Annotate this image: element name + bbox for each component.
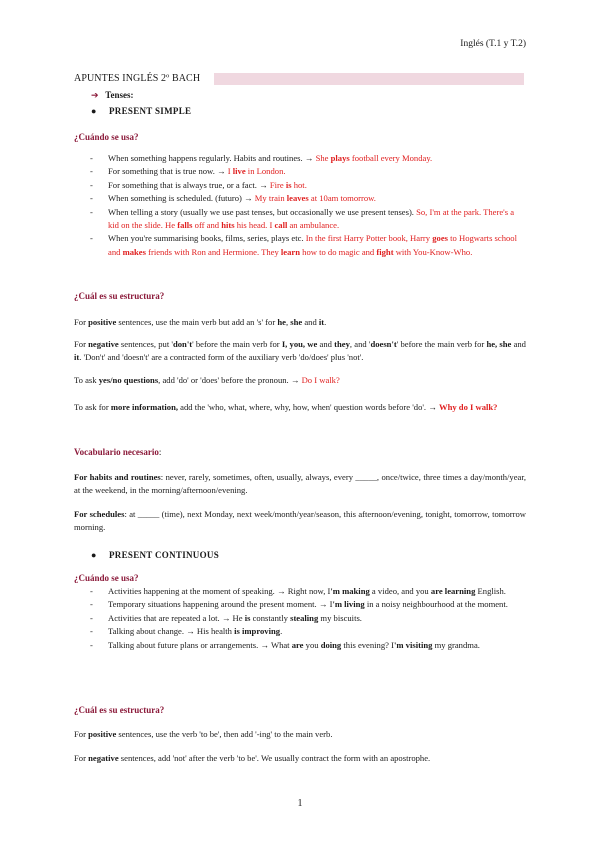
ps-info-question-paragraph: To ask for more information, add the 'who, what, where, why, how, when' question words before 'do'. → Why do I walk? [74, 402, 498, 412]
pc-structure-heading: ¿Cuál es su estructura? [74, 705, 165, 715]
ps-habits-paragraph: For habits and routines: never, rarely, sometimes, often, usually, always, every _____, once/twice, three times a day/month/year, at the weekend, in the morning/afternoon/evening. [74, 472, 526, 496]
pc-negative-paragraph: For negative sentences, add 'not' after the verb 'to be'. We usually contract the form with an apostrophe. [74, 753, 431, 763]
bullet-icon: ● [91, 550, 97, 560]
pc-when-heading: ¿Cuándo se usa? [74, 573, 139, 583]
ps-negative-paragraph: For negative sentences, put 'don't' before the main verb for I, you, we and they, and 'doesn't' before the main verb for he, she and it. 'Don't' and 'doesn't' are a contracted form of the auxiliary verb 'do/does' plus 'not'. [74, 339, 526, 363]
ps-when-heading: ¿Cuándo se usa? [74, 132, 139, 142]
list-item: - Activities that are repeated a lot. → He is constantly stealing my biscuits. [90, 612, 526, 625]
running-header: Inglés (T.1 y T.2) [460, 39, 526, 49]
title-highlight-bar [214, 73, 524, 85]
list-item: - For something that is true now. → I live in London. [90, 165, 526, 178]
ps-schedules-paragraph: For schedules: at _____ (time), next Monday, next week/month/year/season, this afternoon/evening, tonight, tomorrow, tomorrow morning. [74, 509, 526, 533]
list-item: - For something that is always true, or a fact. → Fire is hot. [90, 179, 526, 192]
bullet-icon: ● [91, 106, 97, 116]
list-item: - Activities happening at the moment of speaking. → Right now, I'm making a video, and you are learning English. [90, 585, 526, 598]
tenses-label: Tenses: [105, 90, 134, 100]
pc-uses-list [90, 585, 526, 652]
list-item: - Talking about future plans or arrangements. → What are you doing this evening? I'm visiting my grandma. [90, 639, 526, 652]
list-item: - When you're summarising books, films, series, plays etc. In the first Harry Potter book, Harry goes to Hogwarts school and makes friends with Ron and Hermione. They learn how to do magic and fight with You-Know-Who. [90, 232, 526, 259]
ps-uses-list [90, 152, 526, 259]
arrow-right-icon: ➔ [91, 90, 99, 100]
document-title: APUNTES INGLÉS 2º BACH [74, 73, 201, 84]
title-row [74, 72, 524, 86]
list-item: - When something happens regularly. Habits and routines. → She plays football every Monday. [90, 152, 526, 165]
present-simple-heading: ● PRESENT SIMPLE [91, 105, 191, 118]
pc-positive-paragraph: For positive sentences, use the verb 'to be', then add '-ing' to the main verb. [74, 729, 333, 739]
page-number: 1 [297, 798, 303, 809]
ps-vocab-heading: Vocabulario necesario: [74, 447, 162, 457]
list-item: - When something is scheduled. (futuro) → My train leaves at 10am tomorrow. [90, 192, 526, 205]
present-continuous-heading: ● PRESENT CONTINUOUS [91, 549, 219, 562]
list-item: - Talking about change. → His health is improving. [90, 625, 526, 638]
list-item: - Temporary situations happening around the present moment. → I'm living in a noisy neighbourhood at the moment. [90, 598, 526, 611]
tenses-item [91, 89, 133, 102]
ps-positive-paragraph: For positive sentences, use the main verb but add an 's' for he, she and it. [74, 317, 327, 327]
ps-question-paragraph: To ask yes/no questions, add 'do' or 'does' before the pronoun. → Do I walk? [74, 375, 340, 385]
list-item: - When telling a story (usually we use past tenses, but occasionally we use present tenses). So, I'm at the park. There's a kid on the slide. He falls off and hits his head. I call an ambulance. [90, 206, 526, 233]
ps-structure-heading: ¿Cuál es su estructura? [74, 291, 165, 301]
